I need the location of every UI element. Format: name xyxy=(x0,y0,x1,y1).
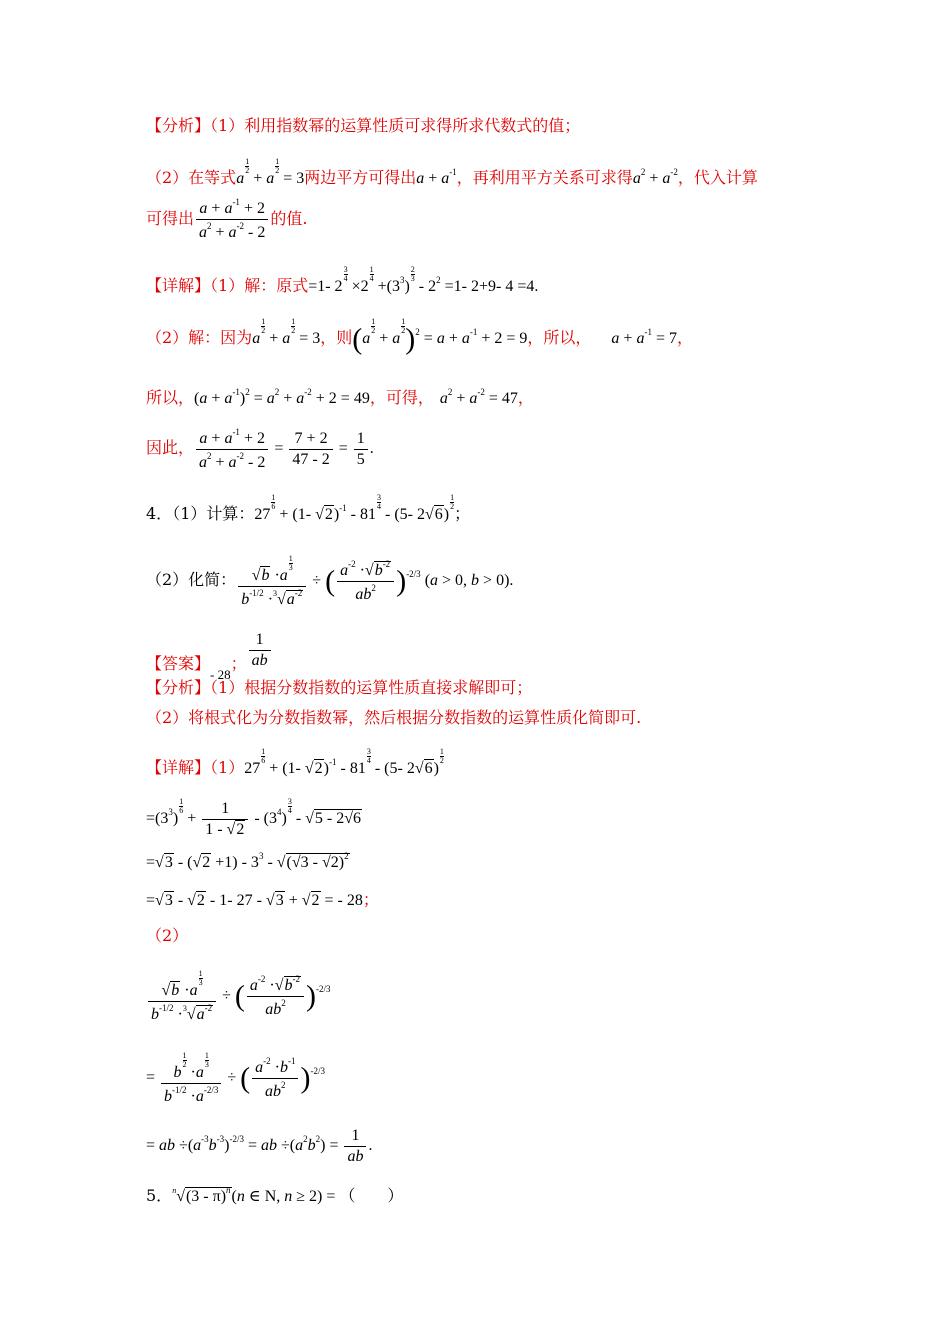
analysis-tag: 【分析】 xyxy=(146,116,211,135)
formula: 27 $\frac{1}{6}$ + (1- √2)$^{-1}$ - 81 $\frac{3}{4}$ - (5- 2√6) $\frac{1}{2}$ ； xyxy=(254,493,471,523)
detail2-line-1 xyxy=(146,748,444,777)
analysis-text: （1）利用指数幂的运算性质可求得所求代数式的值； xyxy=(210,116,581,135)
answer-value-2: $\frac{1}{ab}$ xyxy=(249,632,271,669)
text-segment: （2）在等式 xyxy=(146,168,237,187)
text-segment: ，可得， xyxy=(369,388,434,407)
text-segment: 两边平方可得出 xyxy=(304,168,417,187)
answer-line xyxy=(146,632,273,681)
text-segment: （1）计算： xyxy=(172,504,255,523)
fraction: $\frac{a + a^{-1} + 2}{a^2 + a^{-2} - 2}$ xyxy=(196,198,268,241)
formula: $a + a^{-1} = 7$ xyxy=(611,327,677,347)
text-segment: （ ） xyxy=(339,1186,404,1205)
text-segment: ，代入计算 xyxy=(677,168,758,187)
detail2-step-1: $=(3^3)$ $\frac{1}{6}$ + $\frac{1}{1 - √2}$ - $(3^4)$ $\frac{3}{4}$ - √5 - 2√6 xyxy=(146,797,362,838)
formula: $a + a^{-1}$ xyxy=(416,167,457,187)
detail-tag: 【详解】 xyxy=(146,758,211,777)
formula: a $\frac{1}{2}$ + a $\frac{1}{2}$ = 3 xyxy=(236,157,305,187)
formula: $\frac{a + a^{-1} + 2}{a^2 + a^{-2} - 2}$ = $\frac{7 + 2}{47 - 2}$ = $\frac{1}{5}$ . xyxy=(194,440,374,457)
analysis-line-2 xyxy=(146,158,758,187)
question-number: 4． xyxy=(146,504,173,523)
analysis-tag: 【分析】 xyxy=(146,678,211,697)
formula: (a $\frac{1}{2}$ + a $\frac{1}{2}$ )$^2 = a + a^{-1} + 2 = 9$ xyxy=(352,317,528,356)
text-segment: 的值. xyxy=(270,209,308,228)
text-segment: ，所以， xyxy=(527,328,592,347)
text-segment: （2） xyxy=(146,926,189,945)
text-segment: （1）解：原式 xyxy=(210,276,309,295)
detail-line-2: （2）解：因为a $\frac{1}{2}$ + a $\frac{1}{2}$ = 3，则(a $\frac{1}{2}$ + a $\frac{1}{2}$ )$^2 = a + a^{-1} + 2 = 9$，所以， $a + a^{-1} = 7$， xyxy=(146,317,693,356)
formula: $^n$√(3 - π)$^n$(n ∈ N, n ≥ 2) = xyxy=(172,1185,340,1205)
detail2-step-6: = ab $\div(a^{-3}b^{-3})^{-2/3}$ = ab $\div(a^2b^2)$ = $\frac{1}{ab}$ . xyxy=(146,1127,373,1165)
text-segment: ，再利用平方关系可求得 xyxy=(456,168,633,187)
text-segment: 所以， xyxy=(146,388,195,407)
analysis2-line-2 xyxy=(146,710,641,726)
formula: $a^2 + a^{-2} = 47$ xyxy=(439,387,518,407)
analysis-line-3 xyxy=(146,198,307,241)
detail-line-4 xyxy=(146,428,374,471)
detail2-step-4: √b ·a $\frac{1}{3}$ $b^{-1/2} \cdot^3√a^{-2}$ ÷ ( $\frac{a^{-2} \cdot√b^{-2}}{ab^2}$ )$^{-2/3}$ xyxy=(146,970,331,1023)
formula: √b ·a $\frac{1}{3}$ $b^{-1/2} \cdot^3√a^{-2}$ ÷ ( $\frac{a^{-2} \cdot√b^{-2}}{ab^2}$ )$^{-2/3}$ (a > 0, b > 0). xyxy=(236,572,513,589)
text-segment: （2）将根式化为分数指数幂，然后根据分数指数的运算性质化简即可. xyxy=(146,708,642,727)
detail-line-1 xyxy=(146,266,538,295)
analysis2-line-1 xyxy=(146,680,532,696)
detail2-step-3: =√3 - √2 - 1- 27 - √3 + √2 = - 28； xyxy=(146,892,379,909)
answer-value-1: - 28 xyxy=(210,667,231,682)
text-segment: ； xyxy=(230,654,247,673)
detail2-step-2: $=√3 - (√2 +1) - 3^3 - √(√3 - √2)^2$ xyxy=(146,851,349,871)
text-segment: （1）根据分数指数的运算性质直接求解即可； xyxy=(210,678,533,697)
text-segment: （1） xyxy=(210,758,245,777)
detail-line-3: 所以，$(a + a^{-1})^2 = a^2 + a^{-2} + 2 = 49$，可得， $a^2 + a^{-2} = 47$， xyxy=(146,387,534,407)
formula: $a^2 + a^{-2}$ xyxy=(632,167,678,187)
detail2-part2-label xyxy=(146,928,188,944)
text-segment: （2）解：因为 xyxy=(146,328,253,347)
text-segment: （2）化简： xyxy=(146,570,237,590)
text-segment: ，则 xyxy=(320,328,353,347)
question-5 xyxy=(146,1186,403,1205)
question-4-part-2 xyxy=(146,555,513,608)
formula: a $\frac{1}{2}$ + a $\frac{1}{2}$ = 3 xyxy=(252,317,321,347)
question-4-part-1 xyxy=(146,494,470,523)
detail-tag: 【详解】 xyxy=(146,276,211,295)
analysis-line-1 xyxy=(146,118,580,134)
answer-tag: 【答案】 xyxy=(146,654,211,673)
formula: 27 $\frac{1}{6}$ + (1- √2)$^{-1}$ - 81 $\frac{3}{4}$ - (5- 2√6) $\frac{1}{2}$ xyxy=(244,747,444,777)
formula: =1- 2 $\frac{3}{4}$ ×2 $\frac{1}{4}$ $+(3^3)$ $\frac{2}{3}$ - $2^2 =1-$ 2+9- 4 =4. xyxy=(308,265,539,295)
detail2-step-5: = b $\frac{1}{2}$ ·a $\frac{1}{3}$ $b^{-1/2} \cdot a^{-2/3}$ ÷ ( $\frac{a^{-2} \cdot b^{-1}}{ab^2}$ )$^{-2/3}$ xyxy=(146,1051,325,1105)
question-number: 5． xyxy=(146,1186,173,1205)
formula: $(a + a^{-1})^2 = a^2 + a^{-2} + 2 = 49$ xyxy=(194,387,370,407)
text-segment: 可得出 xyxy=(146,209,195,228)
text-segment: 因此， xyxy=(146,438,195,458)
